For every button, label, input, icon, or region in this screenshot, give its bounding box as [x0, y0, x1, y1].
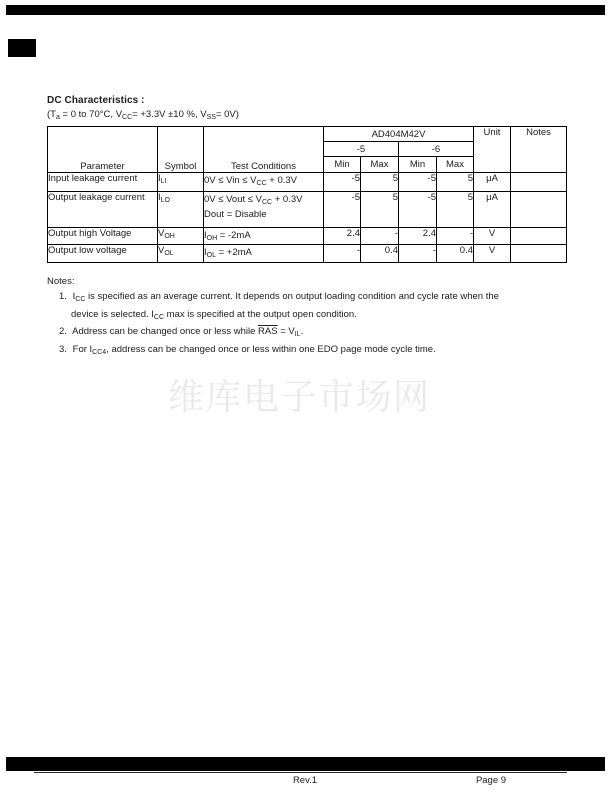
test-condition-cell	[204, 173, 324, 192]
speed-grade-header: -6	[399, 142, 474, 157]
note-ref-cell	[511, 245, 567, 263]
symbol-cell: $V_{OL}$	[158, 245, 204, 263]
condition-line: 0V ≤ Vin ≤ $V_{CC} + 0.3V$	[204, 175, 298, 187]
col-header-notes: Notes	[511, 127, 567, 173]
minmax-header: Max	[361, 157, 399, 173]
min-value-cell: 2.4	[324, 228, 361, 245]
condition-line: $I_{OL} = +2mA$	[204, 247, 252, 259]
section-title: DC Characteristics :	[47, 95, 145, 106]
minmax-header: Min	[399, 157, 437, 173]
table-row	[48, 245, 567, 263]
min-value-cell: -5	[324, 192, 361, 228]
symbol-cell: $I_{LO}$	[158, 192, 204, 228]
minmax-header: Min	[324, 157, 361, 173]
note-ref-cell	[511, 192, 567, 228]
watermark-text: 维库电子市场网	[168, 376, 431, 417]
footer-divider	[34, 772, 567, 773]
note-text: device is selected. $I_{CC}$ max is specified at the output open condition.	[71, 308, 357, 321]
scan-artifact-bottom-bar	[6, 757, 605, 771]
col-header-parameter: Parameter	[48, 127, 158, 173]
scan-artifact-top-bar	[6, 5, 605, 15]
min-value-cell: -	[399, 245, 437, 263]
min-value-cell: -5	[399, 192, 437, 228]
parameter-cell: Input leakage current	[48, 173, 158, 192]
note-item-3	[47, 344, 592, 362]
device-name-header: AD404M42V	[324, 127, 474, 142]
unit-cell: V	[474, 228, 511, 245]
min-value-cell: -5	[324, 173, 361, 192]
unit-cell: μA	[474, 192, 511, 228]
test-conditions-summary: ($T_a = 0$ to 70°C, $V_{CC}= +3.3V \pm 10$ %, $V_{SS}= 0V$)	[47, 109, 239, 121]
note-item-1-line-1	[47, 291, 592, 309]
footer-page-number: Page 9	[475, 775, 507, 786]
min-value-cell: 2.4	[399, 228, 437, 245]
table-row	[48, 192, 567, 228]
col-header-test-conditions: Test Conditions	[204, 127, 324, 173]
parameter-cell: Output leakage current	[48, 192, 158, 228]
minmax-header: Max	[437, 157, 474, 173]
note-text: Address can be changed once or less while $\overline{RAS} = V_{IL}$.	[72, 326, 304, 338]
notes-section	[47, 276, 592, 361]
max-value-cell: 5	[361, 173, 399, 192]
max-value-cell: 5	[437, 173, 474, 192]
max-value-cell: 0.4	[361, 245, 399, 263]
dc-characteristics-table	[47, 126, 567, 263]
note-number: 2.	[59, 326, 67, 337]
test-condition-cell	[204, 245, 324, 263]
parameter-cell: Output high Voltage	[48, 228, 158, 245]
condition-line: 0V ≤ Vout ≤ $V_{CC} + 0.3V$	[204, 194, 303, 206]
test-condition-cell	[204, 228, 324, 245]
note-text: $I_{CC}$ is specified as an average current. It depends on output loading condition and cycle rate when the	[72, 291, 499, 303]
max-value-cell: 0.4	[437, 245, 474, 263]
symbol-cell: $I_{LI}$	[158, 173, 204, 192]
max-value-cell: 5	[437, 192, 474, 228]
min-value-cell: -	[324, 245, 361, 263]
col-header-unit: Unit	[474, 127, 511, 173]
table-row	[48, 228, 567, 245]
min-value-cell: -5	[399, 173, 437, 192]
note-text: For $I_{CC4}$, address can be changed once or less within one EDO page mode cycle time.	[72, 343, 436, 356]
parameter-cell: Output low voltage	[48, 245, 158, 263]
note-ref-cell	[511, 173, 567, 192]
unit-cell: V	[474, 245, 511, 263]
max-value-cell: -	[361, 228, 399, 245]
condition-line: Dout = Disable	[204, 209, 267, 220]
unit-cell: μA	[474, 173, 511, 192]
condition-line: $I_{OH} = -2mA$	[204, 230, 251, 242]
max-value-cell: 5	[361, 192, 399, 228]
table-row	[48, 173, 567, 192]
note-number: 1.	[59, 291, 67, 302]
note-ref-cell	[511, 228, 567, 245]
speed-grade-header: -5	[324, 142, 399, 157]
footer-revision: Rev.1	[292, 775, 318, 786]
note-item-1-line-2	[47, 309, 592, 327]
col-header-symbol: Symbol	[158, 127, 204, 173]
symbol-cell: $V_{OH}$	[158, 228, 204, 245]
note-number: 3.	[59, 343, 67, 355]
note-item-2	[47, 326, 592, 344]
test-condition-cell	[204, 192, 324, 228]
scan-artifact-corner-box	[8, 39, 36, 57]
notes-heading: Notes:	[47, 276, 75, 287]
max-value-cell: -	[437, 228, 474, 245]
